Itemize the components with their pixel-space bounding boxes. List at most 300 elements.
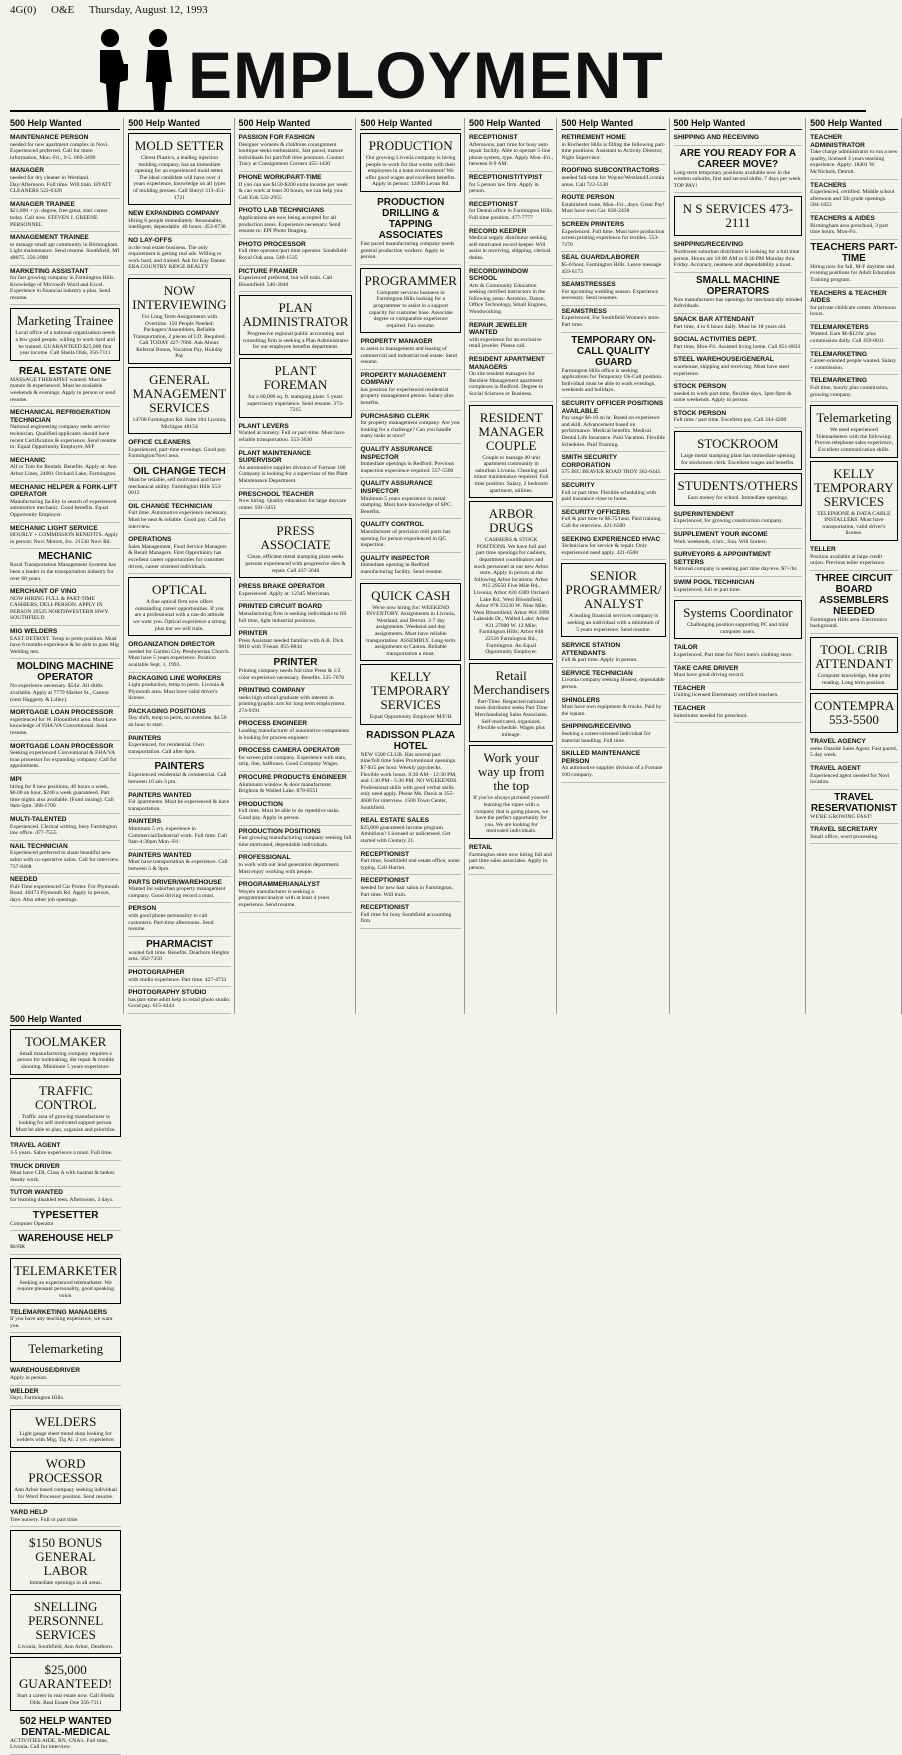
classified-ad [239, 358, 353, 418]
ad-title: PROCESS ENGINEER [238, 720, 308, 728]
ad-title: TOOLMAKER [24, 1033, 107, 1049]
ad-title: QUICK CASH [371, 587, 451, 603]
ad-title: RESIDENT MANAGER COUPLE [478, 409, 545, 453]
ad-column [10, 118, 124, 1014]
ad-body: Progressive regional public accounting and consulting firm is seeking a Plan Administrator for our employee benefits department. [242, 331, 349, 351]
ad-body: has position for experienced residential property management person. Salary plus benefits. [360, 386, 454, 407]
ad-title: NEW EXPANDING COMPANY [128, 210, 220, 218]
classified-ad [239, 266, 353, 293]
classified-ad [128, 816, 230, 849]
ad-body: Full time. Must be able to do repetitive tasks. Good pay. Apply in person. [238, 808, 340, 821]
classified-ad [239, 172, 353, 205]
ad-body: An automotive supplier division of Fortune 100 Company is looking for a supervisor of the Plant Maintenance Department. [238, 464, 348, 484]
ad-title: STEEL WAREHOUSE/GENERAL [673, 356, 774, 364]
classified-ad [674, 473, 803, 506]
ad-body: Fast growing manufacturing company seeking full time motivated, dependable individuals. [238, 835, 352, 848]
ad-title: RECEPTIONIST [360, 850, 410, 858]
ad-body: needed for new apartment complex in Novi. Experienced preferred. Call for more information, Mon.-Fri., 9-5. 669-3490 [10, 141, 109, 161]
classified-ad [469, 320, 554, 354]
ad-title: REPAIR JEWELER WANTED [468, 321, 528, 337]
ad-body: ACTIVITIES AIDE, RN, CNA's. Full time, Livonia. Call for interview. [10, 1737, 109, 1751]
ad-body: Earn money for school. Immediate openings. [687, 495, 789, 502]
ad-title: PRINTING COMPANY [238, 687, 306, 695]
ad-body: Northwest suburban distributor is looking for a full time person. Hours are 10:00 AM to 6:30 PM Monday thru Friday. Accuracy, neatness and dependability a must. [673, 248, 800, 269]
classified-ad [674, 683, 803, 703]
ad-title: MIG WELDERS [10, 628, 58, 636]
ad-body: We're now hiring for: WEEKEND INVENTORY. Assignments in Livonia, Westland, and Detroit. 3-7 day assignments. Weekend and day assignments. Must have reliable transportation. ASSEMBLY. Long-term assignments in Canton. Reliable transportation a must. [366, 604, 456, 657]
ad-title: QUALITY CONTROL [360, 521, 424, 529]
classified-ad [10, 1386, 121, 1406]
column-heading: 500 Help Wanted [674, 118, 803, 130]
ad-title: RESIDENT APARTMENT MANAGERS [468, 356, 545, 371]
ad-body: Equal Opportunity Employer M/F/H [369, 714, 452, 721]
classified-ad [10, 1208, 121, 1232]
classified-ad [239, 581, 353, 601]
ad-title: OFFICE CLEANERS [128, 439, 191, 447]
classified-ad [239, 799, 353, 826]
ad-title: PROPERTY MANAGEMENT COMPANY [360, 371, 447, 387]
ad-body: Start a career in real estate now. Call Sheila Olds. Real Estate One 356-7111 [16, 1693, 115, 1707]
classified-columns [10, 118, 898, 1751]
ad-body: Livonia company seeking Honest, dependable person. [561, 677, 665, 691]
ad-body: Farmington Hills area. Electronics background. [810, 616, 888, 630]
ad-body: Printing company needs full time Press & 1/2 color experience necessary. Benefits. 525-7670 [238, 667, 345, 681]
classified-ad [239, 718, 353, 745]
classified-ad [674, 509, 803, 529]
ad-body: Part-Time. Respected national book distributor seeks Part Time Merchandising Sales Associates. Self-motivated, organized. Flexible schedule. Wages plus mileage. [474, 698, 548, 738]
ad-body: Immediate openings in all areas. [29, 1580, 102, 1587]
ad-title: RECEPTIONIST [468, 200, 518, 208]
ad-body: Computer services business in Farmington Hills looking for a programmer to assist in a support capacity for customer base. Associate degree or comparable experience required. Fax resume. [368, 289, 453, 329]
ad-body: Immediate openings in Redford. Previous inspection experience required. 557-5500 [360, 461, 454, 474]
ad-title: PRESS ASSOCIATE [260, 523, 331, 553]
ad-title: TUTOR WANTED [10, 1189, 63, 1197]
ad-body: If you have any teaching experience, we want you. [10, 1316, 113, 1329]
ad-title: MULTI-TALENTED [10, 815, 67, 823]
ad-title: SKILLED MAINTENANCE PERSON [561, 750, 641, 765]
classified-ad [561, 165, 665, 192]
classified-ad [10, 874, 120, 907]
ad-body: Part time, 4 to 6 hours daily. Must be 18 years old. [673, 323, 787, 330]
ad-body: $21,000 + yr. degree, free great, start career today. Call now. STEVEN J. GREENE PERSONNEL [10, 208, 108, 228]
ad-body: Full time, hourly plus commission, growing company. [810, 385, 889, 398]
ad-body: Weyers manufacturer is seeking a programmer/analyst with at least 4 years experience. Send resume. [238, 888, 330, 908]
column-heading: 500 Help Wanted [360, 118, 460, 130]
ad-body: Farmington store now hiring full and part time sales associates. Apply in person. [468, 851, 552, 871]
ad-body: Immediate opening in Redford manufacturing facility. Send resume. [360, 562, 443, 575]
ad-body: Long-term temporary positions available now in the western suburbs, first and second shifts. 7 days per week. TOP PAY! [673, 169, 802, 189]
classified-ad [360, 444, 460, 478]
classified-ad [10, 1161, 121, 1188]
classified-ad [239, 239, 353, 266]
ad-body: HOURLY + COMMISSION BENEFITS. Apply in person: Novi Motors, Inc. 21530 Novi Rd. [10, 532, 119, 545]
ad-body: Press Assistant needed familiar with A.B. Dick 9810 with T-head. 855-8844 [238, 637, 344, 651]
classified-ad [10, 707, 120, 740]
ad-body: Computer knowledge, blue print reading. Long term position. [817, 672, 891, 686]
classified-ad [10, 232, 120, 265]
ad-title: STOCK PERSON [673, 383, 727, 391]
ad-body: Small office, word processing. [810, 833, 879, 840]
ad-body: Fast paced manufacturing company needs general production workers. Apply in person. [360, 240, 455, 261]
ad-title: PACKAGING POSITIONS [128, 707, 206, 715]
ad-body: Technicians for service & repair. Only experienced need apply. 421-6500 [561, 543, 648, 556]
ad-title: $150 BONUS GENERAL LABOR [28, 1535, 103, 1579]
classified-ad [561, 721, 665, 748]
classified-ad [561, 748, 665, 782]
classified-ad [10, 199, 120, 232]
ad-body: Experienced, full or part time. [673, 586, 741, 593]
classified-ad [10, 165, 120, 198]
ad-column [810, 118, 901, 1014]
classified-ad [128, 639, 230, 672]
ad-title: PRODUCTION DRILLING & TAPPING ASSOCIATES [377, 196, 445, 241]
ad-body: Tree nursery. Full or part time. [10, 1516, 79, 1523]
classified-ad [128, 790, 230, 817]
ad-body: Full time operator/part time operator. Southfield-Royal Oak area. 540-1535 [238, 248, 349, 261]
ad-title: SURVEYORS & APPOINTMENT SETTERS [673, 551, 772, 566]
ad-title: STOCK PERSON [673, 409, 727, 417]
ad-title: MERCHANT OF VINO [10, 588, 77, 596]
classified-ad [239, 132, 353, 172]
ad-body: Farmington Hills office is seeking applications for Temporary On-Call position. Individual must be able to work evenings, weekends and holidays. [561, 367, 663, 394]
classified-ad [674, 381, 803, 408]
classified-ad [810, 824, 897, 844]
classified-ad [10, 407, 120, 455]
ad-title: REAL ESTATE ONE [19, 365, 112, 377]
ad-title: SMALL MACHINE OPERATORS [696, 274, 780, 297]
classified-ad [810, 544, 897, 571]
classified-ad [239, 655, 353, 685]
ad-title: SHIPPING/RECEIVING [561, 723, 632, 731]
ad-body: NEW 1500 CLUB. Has several part time/full time Sales Promotional openings. $7-$15 per hour. Weekly paychecks. Flexible work hours. 8:30 AM - 12:30 PM, and 1:30 PM - 5:30 PM. NO WEEKENDS. Professional skills with good verbal skills only need apply. Phone Ms. Davis at 355-4600 for interview. 1500 Town Center, Southfield. [360, 751, 458, 811]
ad-title: THREE CIRCUIT BOARD ASSEMBLERS NEEDED [815, 572, 893, 617]
classified-ad [561, 398, 665, 452]
ad-title: STOCKROOM [697, 436, 779, 452]
ad-body: Experienced preferred to share beautiful new salon with co-operative salon. Call for interview. 737-8468 [10, 850, 120, 870]
classified-ad [10, 1029, 121, 1075]
ad-title: SHIPPING/RECEIVING [673, 241, 744, 249]
classified-ad [561, 640, 665, 668]
classified-ad [128, 706, 230, 733]
classified-ad [10, 1140, 121, 1160]
ad-body: for 5 person law firm. Apply in person. [468, 181, 539, 195]
ad-title: QUALITY ASSURANCE INSPECTOR [360, 480, 433, 495]
ad-title: TRAVEL SECRETARY [810, 826, 878, 834]
classified-ad [360, 728, 460, 815]
classified-ad [239, 489, 353, 516]
ad-body: Full & part time. Apply in person. [561, 657, 638, 664]
ad-body: NOW HIRING FULL & PART-TIME CASHIERS, DELI-PERSON. APPLY IN PERSON 29525 NORTHWESTERN HWY. SOUTHFIELD [10, 595, 110, 622]
classified-ad [10, 586, 120, 626]
ad-title: SENIOR PROGRAMMER/ ANALYST [565, 568, 662, 612]
ad-column [469, 118, 558, 1014]
ad-title: SEAL GUARD/LABORER [561, 254, 640, 262]
classified-ad [10, 1336, 121, 1362]
classified-ad [10, 549, 120, 586]
ad-title: SNACK BAR ATTENDANT [673, 315, 755, 323]
classified-ad [10, 1507, 121, 1527]
ad-title: PRINTER [238, 630, 268, 638]
ad-title: PLANT FOREMAN [263, 363, 328, 393]
classified-ad [561, 219, 665, 252]
ad-body: Ann Arbor based company seeking individual for Word Processor position. Send resume. [14, 1486, 117, 1500]
classified-ad [810, 693, 897, 733]
classified-ad [674, 549, 803, 577]
ad-title: PLANT MAINTENANCE SUPERVISOR [238, 449, 312, 465]
ad-title: TELLER [810, 545, 836, 553]
classified-ad [239, 879, 353, 912]
classified-ad [10, 364, 120, 407]
ad-title: TOOL CRIB ATTENDANT [815, 641, 893, 671]
ad-body: Experienced, Part time for Novi men's clothing store. [673, 651, 793, 658]
ad-title: PARTS DRIVER/WAREHOUSE [128, 878, 222, 886]
classified-ad [10, 482, 120, 523]
ad-body: experienced for W. Bloomfield area. Must have knowledge of FHA/VA Conventional. Send resume. [10, 716, 117, 736]
ad-body: for fast growing company in Farmington Hills. Knowledge of Microsoft Word and Excel. Experience in financial industry a plus. Send resume. [10, 275, 115, 301]
ad-title: PAINTERS [128, 818, 162, 826]
ad-body: Experienced, for growing construction company. [673, 518, 783, 525]
classified-ad [10, 132, 120, 165]
classified-ad [360, 411, 460, 444]
column-heading: 500 Help Wanted [10, 1014, 121, 1026]
classified-ad [360, 519, 460, 552]
ad-title: TYPESETTER [32, 1209, 99, 1221]
classified-ad [674, 314, 803, 334]
ad-body: 575 BIG BEAVER ROAD TROY 362-6445 [561, 469, 661, 476]
page-number: 4G(0) [10, 4, 37, 16]
column-heading: 500 Help Wanted [810, 118, 897, 130]
classified-ad [128, 903, 230, 936]
ad-body: Experienced preferred, but will train. Call Bloomfield. 540-3040 [238, 275, 333, 288]
ad-title: GENERAL MANAGEMENT SERVICES [132, 372, 227, 416]
ad-title: KELLY TEMPORARY SERVICES [814, 465, 894, 509]
ad-title: SEAMSTRESS [561, 307, 607, 315]
ad-body: Wanted for suburban property management company. Good driving record a must. [128, 886, 226, 899]
ad-body: 14700 Farmington Rd. Suite 104 Livonia, Michigan 48154 [132, 417, 227, 430]
ad-title: PRODUCTION [238, 800, 283, 808]
ad-title: SOCIAL ACTIVITIES DEPT. [673, 336, 757, 344]
ad-body: A fine optical firm now offers outstanding career opportunities. If you are a professional with a can-do attitude we want you. Optical experience a strong plus but we will train. [133, 599, 226, 632]
ad-body: warehouse, shipping and receiving. Must have steel experience. [673, 363, 790, 377]
ad-title: SEAMSTRESSES [561, 281, 616, 289]
classified-ad [360, 815, 460, 848]
ad-title: Telemarketing [816, 410, 892, 426]
ad-title: TAKE CARE DRIVER [673, 664, 739, 672]
classified-ad [674, 642, 803, 662]
employment-banner [10, 22, 866, 112]
ad-title: PAINTERS [154, 761, 205, 773]
ad-body: Large metal stamping plant has immediate opening for stockroom clerk. Excellent wages and benefits. [680, 453, 796, 466]
ad-body: WE'RE GROWING FAST! [810, 813, 872, 820]
ad-title: SUPERINTENDENT [673, 510, 734, 518]
classified-ad [561, 480, 665, 507]
ad-title: SHIPPING AND RECEIVING [673, 134, 760, 141]
classified-ad [360, 849, 460, 876]
classified-ad [360, 336, 460, 369]
ad-title: NOW INTERVIEWING [132, 282, 227, 312]
ad-column [674, 118, 807, 1014]
classified-ad [239, 421, 353, 448]
ad-title: PHARMACIST [146, 938, 213, 950]
ad-title: SERVICE STATION ATTENDANTS [561, 642, 621, 657]
classified-ad [128, 850, 230, 877]
classified-ad [239, 601, 353, 628]
classified-ad [674, 529, 803, 549]
classified-ad [469, 172, 554, 199]
ad-body: Manufacturer of precision mill parts has opening for person experienced in QC inspection. [360, 528, 451, 549]
ad-title: TEACHERS & AIDES [810, 214, 875, 222]
ad-body: Position available at large credit union. Previous teller experience. [810, 553, 886, 567]
ad-body: Experienced, part-time evenings. Good pay. Farmington/Novi area. [128, 446, 227, 460]
ad-body: Seeking an experienced telemarketer. We require pleasant personality, good speaking voice. [17, 1279, 114, 1299]
classified-ad [128, 235, 230, 275]
classified-ad [674, 663, 803, 683]
ad-body: needed for Garden City Presbyterian Church. Must have 5 years experience. Position available Sept. 1, 1993. [128, 648, 230, 668]
ad-body: seeks high school graduate with interest in printing/graphic arts for long term employment. 274-9191 [238, 694, 346, 714]
page-folio [10, 4, 866, 20]
classified-ad [10, 741, 120, 774]
ad-title: SECURITY OFFICER POSITIONS AVAILABLE [561, 400, 664, 415]
ad-body: to assist in management and leasing of commercial and industrial real estate. Send resume. [360, 345, 457, 366]
classified-ad [810, 180, 897, 213]
ad-title: TRAFFIC CONTROL [34, 1082, 97, 1112]
classified-ad [810, 132, 897, 180]
ad-title: TRUCK DRIVER [10, 1162, 60, 1170]
ad-body: Must have own equipment & trucks. Paid by the square. [561, 704, 662, 717]
ad-body: Livonia, Southfield, Ann Arbor, Dearborn. [18, 1643, 114, 1650]
classified-ad [10, 455, 120, 482]
ad-title: 502 HELP WANTED DENTAL-MEDICAL [19, 1715, 112, 1738]
ad-body: If you can use $150-$200 extra income per week & can work at least 20 hours, we can help you. Call Erik 522-2955 [238, 181, 348, 201]
ad-title: PHOTO PROCESSOR [238, 240, 306, 248]
ad-body: Seeking experienced Conventional & FHA/VA loan processor for expanding company. Call for appointment. [10, 750, 117, 770]
classified-ad [128, 967, 230, 987]
classified-ad [674, 577, 803, 597]
ad-title: PAINTERS WANTED [128, 791, 192, 799]
banner-title: EMPLOYMENT [188, 38, 664, 112]
classified-ad [561, 563, 665, 637]
classified-ad [561, 333, 665, 398]
ad-body: An automotive supplier division of a Fortune 100 company. [561, 765, 663, 778]
ad-title: MAINTENANCE PERSON [10, 134, 89, 141]
ad-body: Wanted at nursery. Full or part-time. Must have reliable transportation. 553-3630 [238, 430, 345, 444]
ad-title: QUALITY INSPECTOR [360, 554, 430, 562]
ad-title: PRESCHOOL TEACHER [238, 490, 314, 498]
classified-ad [561, 668, 665, 695]
ad-title: SECURITY [561, 481, 595, 489]
ad-title: MOLD SETTER [134, 138, 224, 153]
ad-body: Leading manufacturer of automotive components is looking for process engineer. [238, 728, 350, 741]
ad-column [561, 118, 669, 1014]
ad-title: SMITH SECURITY CORPORATION [561, 454, 618, 469]
ad-body: MASSAGE THERAPIST wanted. Must be mature & experienced. Must be available weekends & evenings. Apply in person or send resume. [10, 376, 116, 403]
ad-body: Established route, Mon.-Fri., days. Great Pay! Must have own Car. 836-2438 [561, 201, 665, 215]
classified-ad [128, 501, 230, 534]
classified-ad [10, 1530, 121, 1591]
classified-ad [810, 637, 897, 690]
ad-title: SECURITY OFFICERS [561, 508, 630, 516]
ad-body: On site resident managers for Bershire Management apartment complexes in Redford. Degree in Social Sciences or Business. [468, 371, 544, 397]
ad-title: N S SERVICES 473-2111 [682, 201, 794, 231]
ad-title: RECEPTIONIST/TYPIST [468, 173, 543, 181]
ad-body: Minimum 5 years experience in metal stamping. Must have knowledge of SPC. Benefits. [360, 495, 452, 515]
ad-body: for property management company. Are you looking for a challenge? Can you handle many tasks at once? [360, 420, 460, 440]
ad-title: PACKAGING LINE WORKERS [128, 674, 222, 682]
classified-ad [10, 1714, 121, 1755]
ad-title: Systems Coordinator [683, 605, 793, 621]
ad-title: WORD PROCESSOR [28, 1455, 103, 1485]
ad-body: with experience for an exclusive retail jeweler. Please call. [468, 336, 542, 350]
ad-body: 3-5 years. Sabre experience a must. Full time. [10, 1150, 113, 1157]
paper-name: O&E [51, 4, 75, 16]
ad-body: $5-6/hour, Farmington Hills. Leave message 459-6173 [561, 261, 662, 275]
ad-title: MECHANIC [10, 456, 46, 464]
ad-title: MECHANICAL REFRIGERATION TECHNICIAN [10, 409, 111, 424]
ad-title: ARBOR DRUGS [488, 506, 534, 536]
classified-ad [810, 288, 897, 322]
ad-body: for Dental office in Farmington Hills. Full time position. 477-7777 [468, 208, 554, 221]
classified-ad [239, 772, 353, 799]
issue-date: Thursday, August 12, 1993 [88, 4, 208, 16]
ad-title: RETAIL [468, 843, 493, 851]
ad-title: TEACHERS & TEACHER AIDES [810, 289, 887, 305]
ad-body: to work with our lead generation department. Must enjoy working with people. [238, 861, 340, 875]
ad-body: Alf or Tom for Rentals. Benefits. Apply at: Ann Arbor Lines, 24001 Orchard Lake, Farmington. [10, 464, 117, 477]
classified-ad [810, 571, 897, 634]
ad-body: Arts & Community Education seeking certified instructors in the following areas: Aerobics, Dance, Office Technology, Small Engines, Woodworking. [468, 282, 548, 316]
classified-ad [810, 375, 897, 402]
classified-ad [360, 478, 460, 519]
ad-title: MOLDING MACHINE OPERATOR [16, 661, 114, 684]
ad-title: PURCHASING CLERK [360, 412, 430, 420]
ad-body: National engineering company seeks service technician. Qualified applicants should have recent Certification & experience. Send resume to: Equal Opportunity Employer, M/F [10, 424, 117, 451]
ad-body: Experienced. Apply at: 12345 Merriman. [238, 590, 331, 597]
classified-ad [10, 523, 120, 550]
ad-title: RECORD/WINDOW SCHOOL [468, 267, 529, 283]
ad-title: CONTEMPRA 553-5500 [814, 698, 895, 728]
classified-ad [10, 1078, 121, 1138]
ad-title: OIL CHANGE TECHNICIAN [128, 502, 213, 510]
ad-title: RADISSON PLAZA HOTEL [366, 729, 456, 752]
classified-ad [360, 875, 460, 902]
ad-body: wanted full time. Benefits. Dearborn Heights area. 562-7350 [128, 949, 230, 963]
classified-ad [810, 790, 897, 825]
classified-ad [10, 659, 120, 707]
classified-ad [128, 759, 230, 789]
ad-body: for private childcare center. Afternoon hours. [810, 304, 896, 318]
ad-title: ROUTE PERSON [561, 194, 615, 202]
classified-ad [10, 266, 120, 306]
classified-ad [561, 534, 665, 561]
ad-body: Must have CDL Class A with hazmat & tanker. Steady work. [10, 1170, 116, 1183]
ad-title: TEACHER ADMINISTRATOR [810, 134, 865, 149]
classified-ad [10, 1231, 121, 1255]
ad-title: PAINTERS WANTED [128, 851, 192, 859]
ad-body: Hiring now for fall, M-F daytime and evening positions for Adult Education Training program. [810, 263, 896, 283]
ad-body: $25,000 guaranteed income program. Ambitious? Licensed or unlicensed. Get started with Century 21. [360, 824, 451, 844]
classified-ad [561, 306, 665, 333]
classified-ad [128, 673, 230, 706]
classified-ad [810, 461, 897, 541]
ad-body: Must be reliable, self motivated and have mechanical ability. Farmington Hills 553-0012 [128, 477, 222, 497]
ad-body: Experienced residential & commercial. Call between 10 am-3 pm. [128, 772, 227, 786]
ad-body: Light production, temp to perm. Livonia & Plymouth area. Must have valid driver's license. [128, 682, 225, 702]
ad-title: Work your way up from the top [477, 750, 545, 794]
ad-body: Full-Time experienced Car Porter. For Plymouth Bond. 40473 Plymouth Rd. Apply in person, days. Also other job openings. [10, 883, 119, 903]
ad-body: Manufacturing firm is seeking individuals to fill full time, light industrial positions. [238, 610, 347, 624]
ad-body: Now hiring. Quality education for large daycare center. 591-3451 [238, 498, 347, 511]
ad-body: Experienced agent needed for Novi location. [810, 772, 890, 786]
